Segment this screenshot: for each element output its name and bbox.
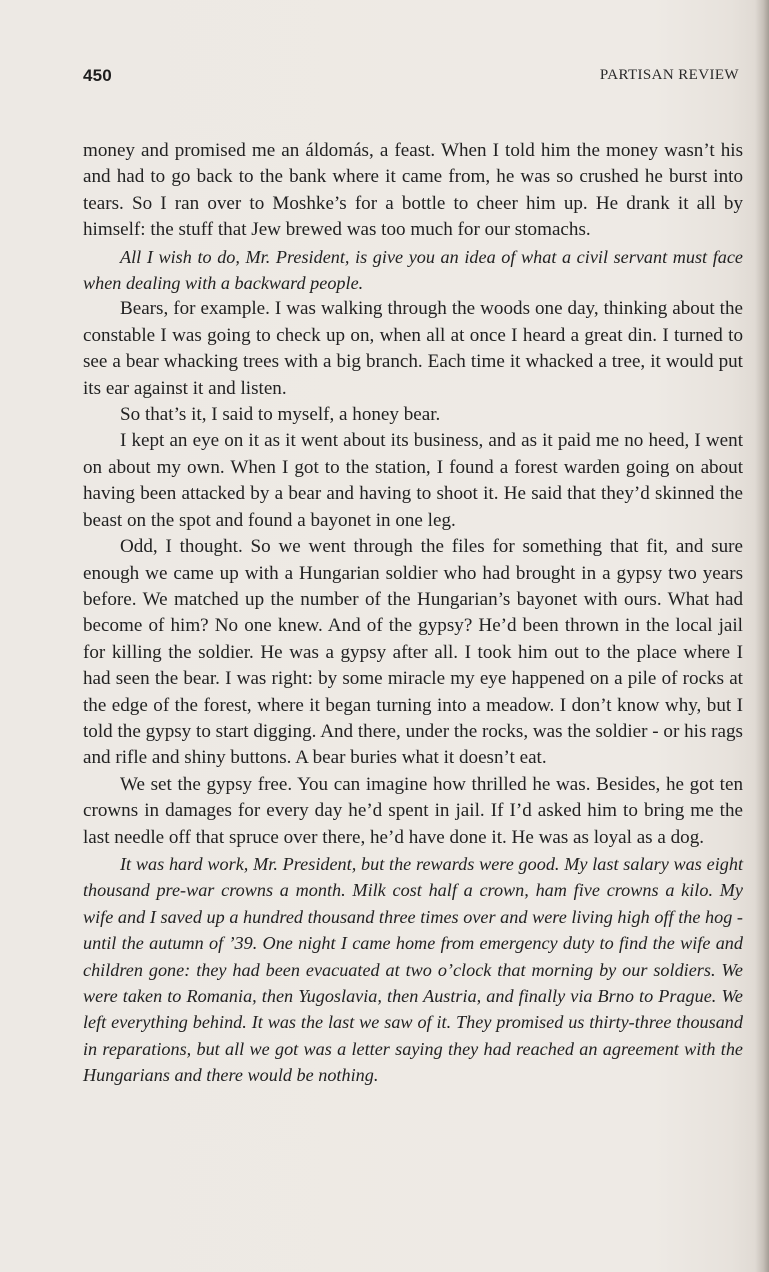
paragraph-letter-address: All I wish to do, Mr. President, is give you an idea of what a civil servant must face when dealing with a backward people. bbox=[83, 246, 743, 294]
paragraph-honey-bear: So that’s it, I said to myself, a honey bear. bbox=[120, 404, 441, 426]
page-number: 450 bbox=[83, 66, 112, 85]
paragraph-bears: Bears, for example. I was walking through the woods one day, thinking about the constable I was going to check up on, when all at once I heard a great din. I turned to see a bear whacking trees with a big branch. Each time it whacked a tree, it would put its ear against it and listen. bbox=[83, 298, 743, 399]
journal-title: PARTISAN REVIEW bbox=[599, 67, 739, 83]
running-header bbox=[83, 66, 739, 88]
paragraph-files: Odd, I thought. So we went through the files for something that fit, and sure enough we came up with a Hungarian soldier who had brought in a gypsy two years before. We matched up the number of the Hungarian’s bayonet with ours. What had become of him? No one knew. And of the gypsy? He’d been thrown in the local jail for killing the soldier. He was a gypsy after all. I took him out to the place where I had seen the bear. I was right: by some miracle my eye happened on a pile of rocks at the edge of the forest, where it began turning into a meadow. I don’t know why, but I told the gypsy to start digging. And there, under the rocks, was the soldier - or his rags and rifle and shiny buttons. A bear buries what it doesn’t eat. bbox=[83, 536, 743, 769]
paragraph-forest-warden: I kept an eye on it as it went about its business, and as it paid me no heed, I went on about my own. When I got to the station, I found a forest warden going on about having been attacked by a bear and having to shoot it. He said that they’d skinned the beast on the spot and found a bayonet in one leg. bbox=[83, 430, 743, 531]
paragraph-letter-salary: It was hard work, Mr. President, but the rewards were good. My last salary was eight thousand pre-war crowns a month. Milk cost half a crown, ham five crowns a kilo. My wife and I saved up a hundred thousand three times over and were living high off the hog - until the autumn of ’39. One night I came home from emergency duty to find the wife and children gone: they had been evacuated at two o’clock that morning by our soldiers. We were taken to Romania, then Yugoslavia, then Austria, and finally via Brno to Prague. We left everything behind. It was the last we saw of it. They promised us thirty-three thousand in reparations, but all we got was a letter saying they had reached an agreement with the Hungarians and there would be nothing. bbox=[83, 853, 743, 1086]
paragraph-gypsy-free: We set the gypsy free. You can imagine how thrilled he was. Besides, he got ten crowns in damages for every day he’d spent in jail. If I’d asked him to bring me the last needle off that spruce over there, he’d have done it. He was as loyal as a dog. bbox=[83, 773, 743, 848]
body-text bbox=[83, 138, 743, 1089]
spine-shadow bbox=[755, 0, 769, 1272]
paragraph-continued: money and promised me an áldomás, a feast. When I told him the money wasn’t his and had to go back to the bank where it came from, he was so crushed he burst into tears. So I ran over to Moshke’s for a bottle to cheer him up. He drank it all by himself: the stuff that Jew brewed was too much for our stomachs. bbox=[83, 140, 743, 241]
